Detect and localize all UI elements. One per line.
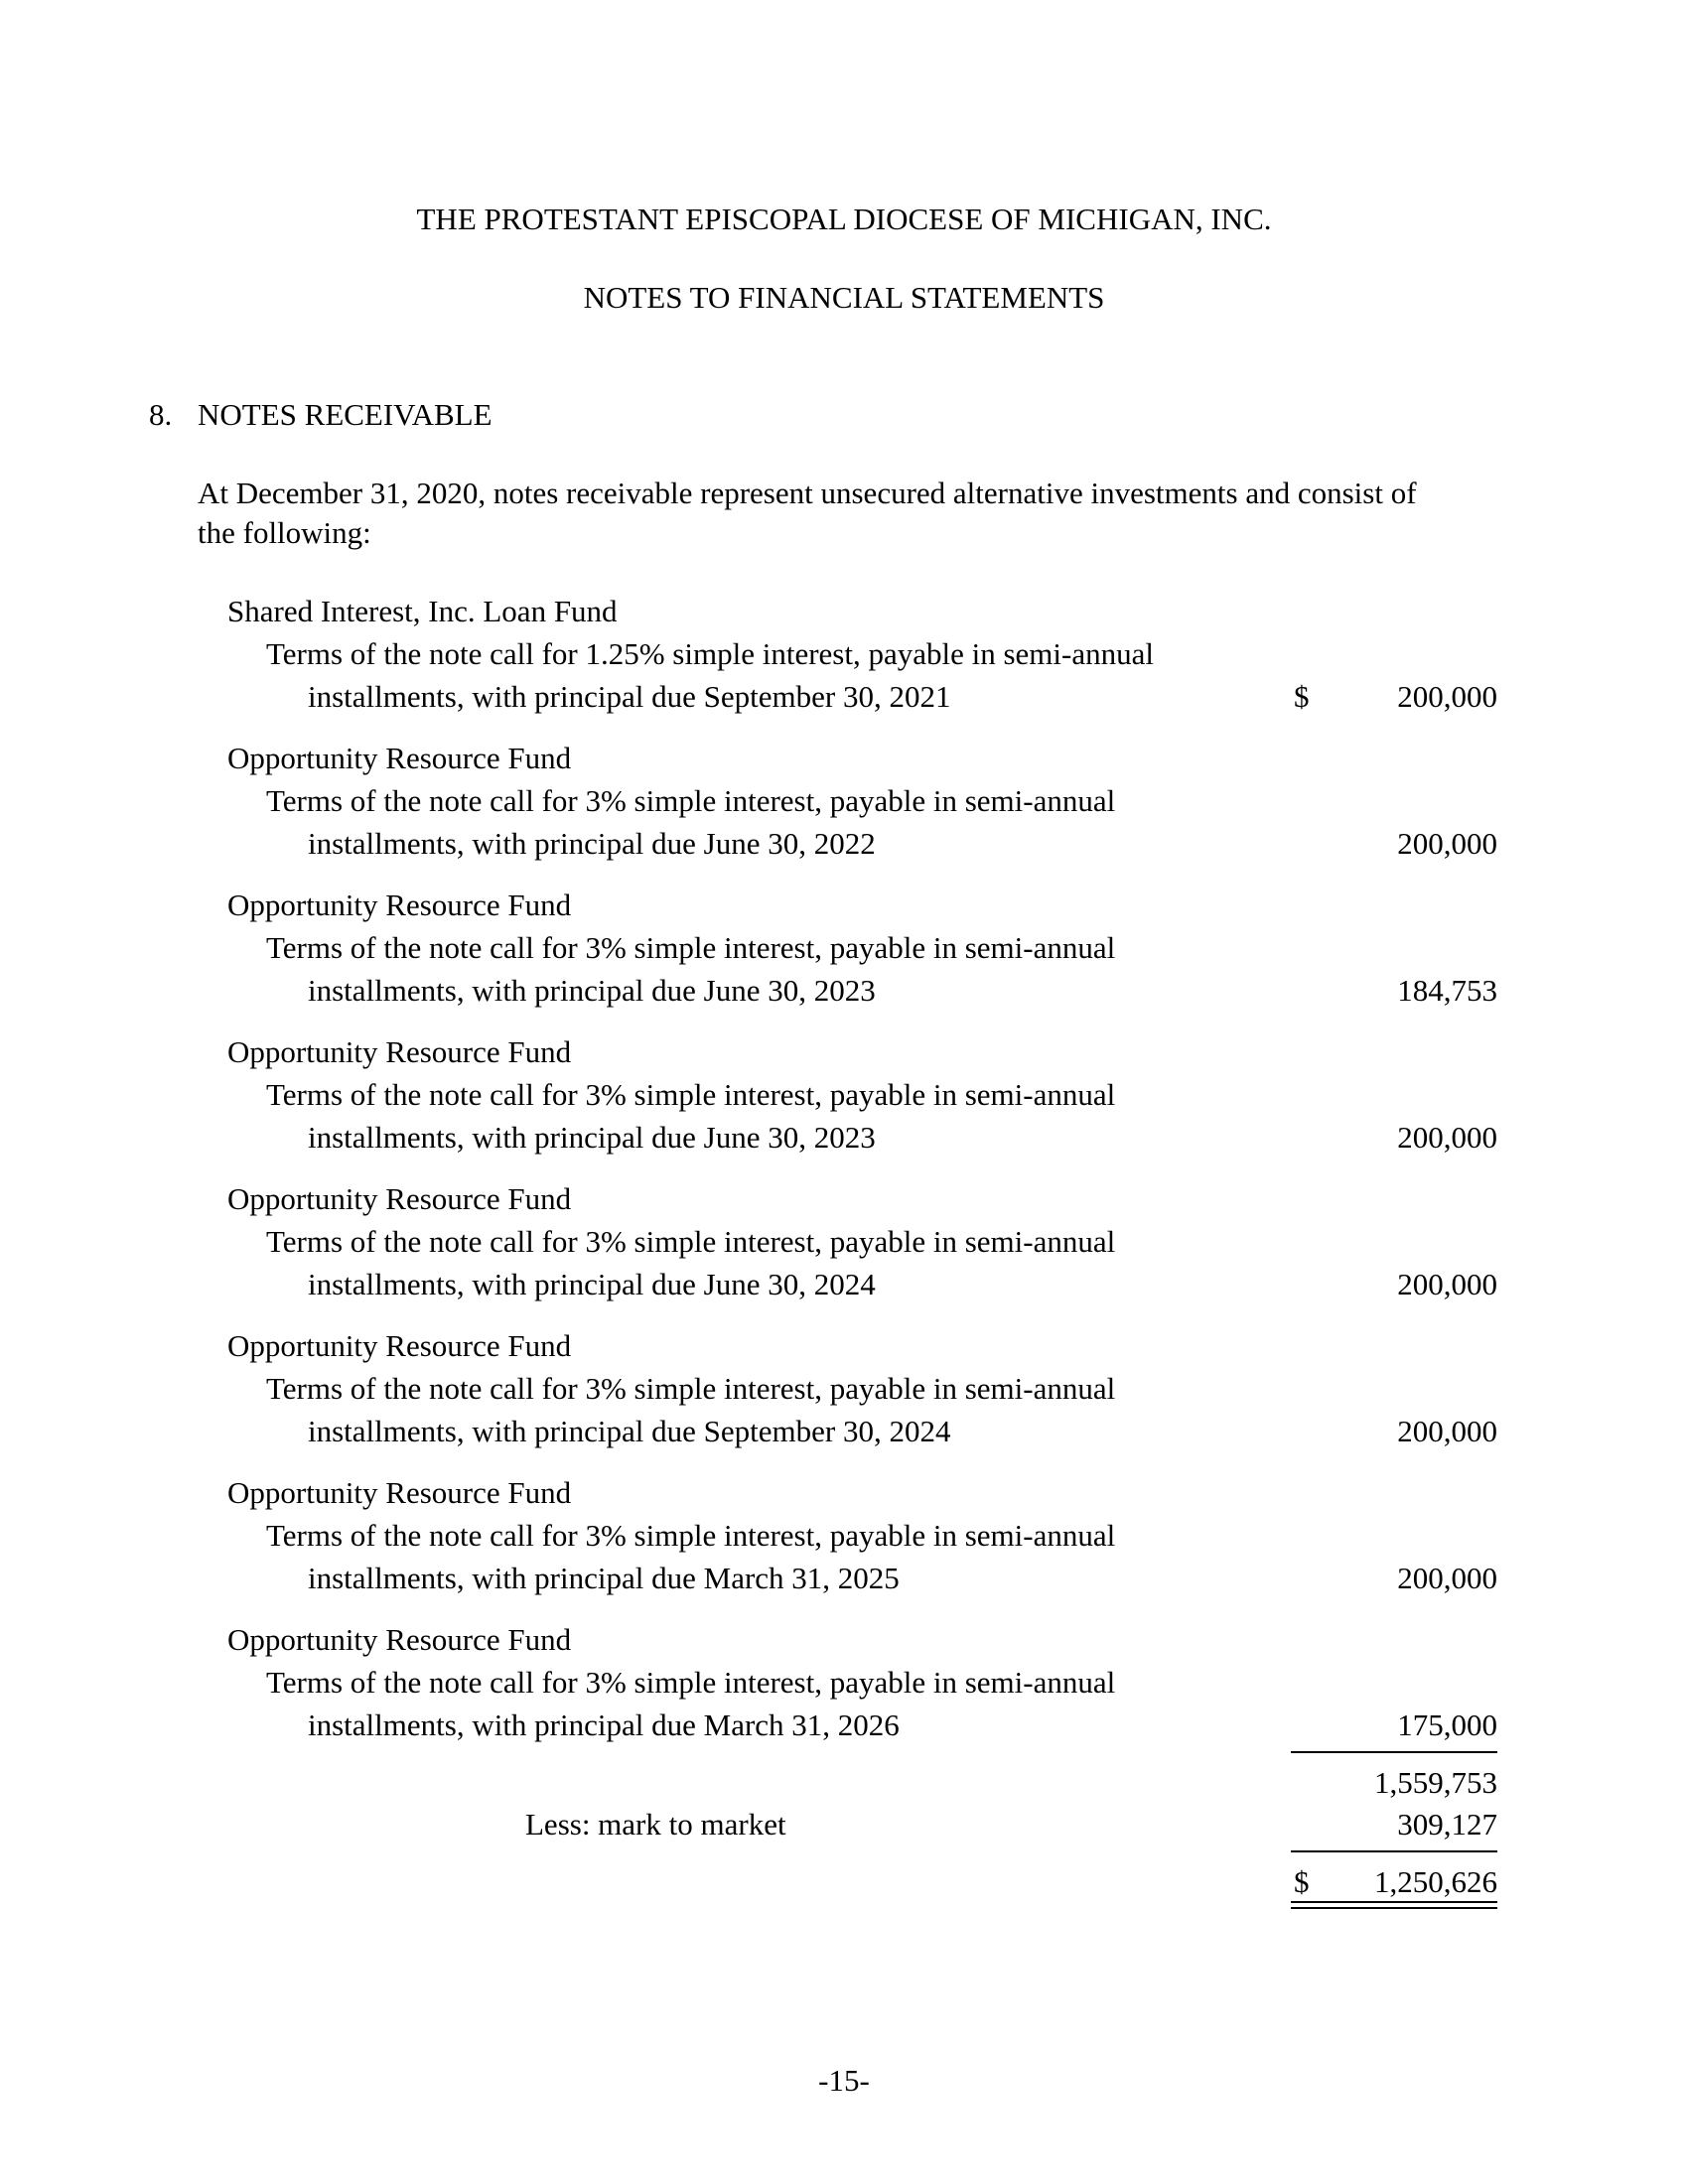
note-amount: 200,000 <box>1397 826 1497 861</box>
note-amount: 175,000 <box>1397 1707 1497 1742</box>
note-terms-line-2: installments, with principal due June 30, 2022 <box>308 826 876 861</box>
less-mark-to-market-amount: 309,127 <box>1397 1807 1497 1842</box>
total-rule <box>1291 1850 1497 1852</box>
note-fund-name: Shared Interest, Inc. Loan Fund <box>227 594 618 628</box>
note-terms-line-2: installments, with principal due June 30, 2023 <box>308 973 876 1008</box>
note-terms-line-2: installments, with principal due March 31, 2025 <box>308 1561 900 1595</box>
note-amount: 200,000 <box>1397 1120 1497 1155</box>
currency-symbol: $ <box>1294 679 1310 714</box>
note-item <box>0 889 1688 1009</box>
organization-title: THE PROTESTANT EPISCOPAL DIOCESE OF MICHIGAN, INC. <box>416 202 1272 236</box>
note-item <box>0 743 1688 862</box>
note-fund-name: Opportunity Resource Fund <box>227 1475 572 1510</box>
double-underline-top <box>1291 1901 1497 1903</box>
note-fund-name: Opportunity Resource Fund <box>227 741 572 775</box>
note-item <box>0 1624 1688 1743</box>
subtotal-amount: 1,559,753 <box>1374 1765 1497 1800</box>
note-terms-line-1: Terms of the note call for 1.25% simple interest, payable in semi-annual <box>266 636 1154 671</box>
subtotal-rule <box>1291 1751 1497 1753</box>
note-item <box>0 1330 1688 1449</box>
note-fund-name: Opportunity Resource Fund <box>227 1622 572 1657</box>
note-terms-line-2: installments, with principal due September 30, 2024 <box>308 1414 951 1448</box>
note-terms-line-1: Terms of the note call for 3% simple interest, payable in semi-annual <box>266 930 1116 965</box>
note-amount: 200,000 <box>1397 1414 1497 1448</box>
note-fund-name: Opportunity Resource Fund <box>227 887 572 922</box>
less-mark-to-market-label: Less: mark to market <box>525 1807 786 1842</box>
note-item <box>0 1183 1688 1302</box>
note-amount: 200,000 <box>1397 1561 1497 1595</box>
note-terms-line-1: Terms of the note call for 3% simple interest, payable in semi-annual <box>266 1077 1116 1112</box>
note-terms-line-2: installments, with principal due June 30, 2024 <box>308 1267 876 1301</box>
currency-symbol: $ <box>1294 1864 1310 1899</box>
note-terms-line-1: Terms of the note call for 3% simple interest, payable in semi-annual <box>266 1665 1116 1700</box>
net-total-amount: 1,250,626 <box>1374 1864 1497 1899</box>
section-number: 8. <box>149 397 173 432</box>
note-amount: 184,753 <box>1397 973 1497 1008</box>
note-terms-line-2: installments, with principal due June 30, 2023 <box>308 1120 876 1155</box>
document-subtitle: NOTES TO FINANCIAL STATEMENTS <box>583 280 1105 315</box>
section-title: NOTES RECEIVABLE <box>198 397 492 432</box>
page-number: -15- <box>818 2063 870 2098</box>
note-terms-line-2: installments, with principal due September 30, 2021 <box>308 679 951 714</box>
note-fund-name: Opportunity Resource Fund <box>227 1328 572 1363</box>
note-item <box>0 1477 1688 1596</box>
note-item <box>0 596 1688 715</box>
note-amount: 200,000 <box>1397 679 1497 714</box>
note-fund-name: Opportunity Resource Fund <box>227 1181 572 1216</box>
intro-line-1: At December 31, 2020, notes receivable represent unsecured alternative investments and consist of <box>198 476 1417 510</box>
note-amount: 200,000 <box>1397 1267 1497 1301</box>
note-item <box>0 1036 1688 1156</box>
note-terms-line-1: Terms of the note call for 3% simple interest, payable in semi-annual <box>266 1518 1116 1553</box>
note-fund-name: Opportunity Resource Fund <box>227 1034 572 1069</box>
note-terms-line-1: Terms of the note call for 3% simple interest, payable in semi-annual <box>266 1371 1116 1406</box>
note-terms-line-2: installments, with principal due March 31, 2026 <box>308 1707 900 1742</box>
intro-line-2: the following: <box>198 515 371 550</box>
note-terms-line-1: Terms of the note call for 3% simple interest, payable in semi-annual <box>266 783 1116 818</box>
double-underline-bottom <box>1291 1907 1497 1909</box>
note-terms-line-1: Terms of the note call for 3% simple interest, payable in semi-annual <box>266 1224 1116 1259</box>
